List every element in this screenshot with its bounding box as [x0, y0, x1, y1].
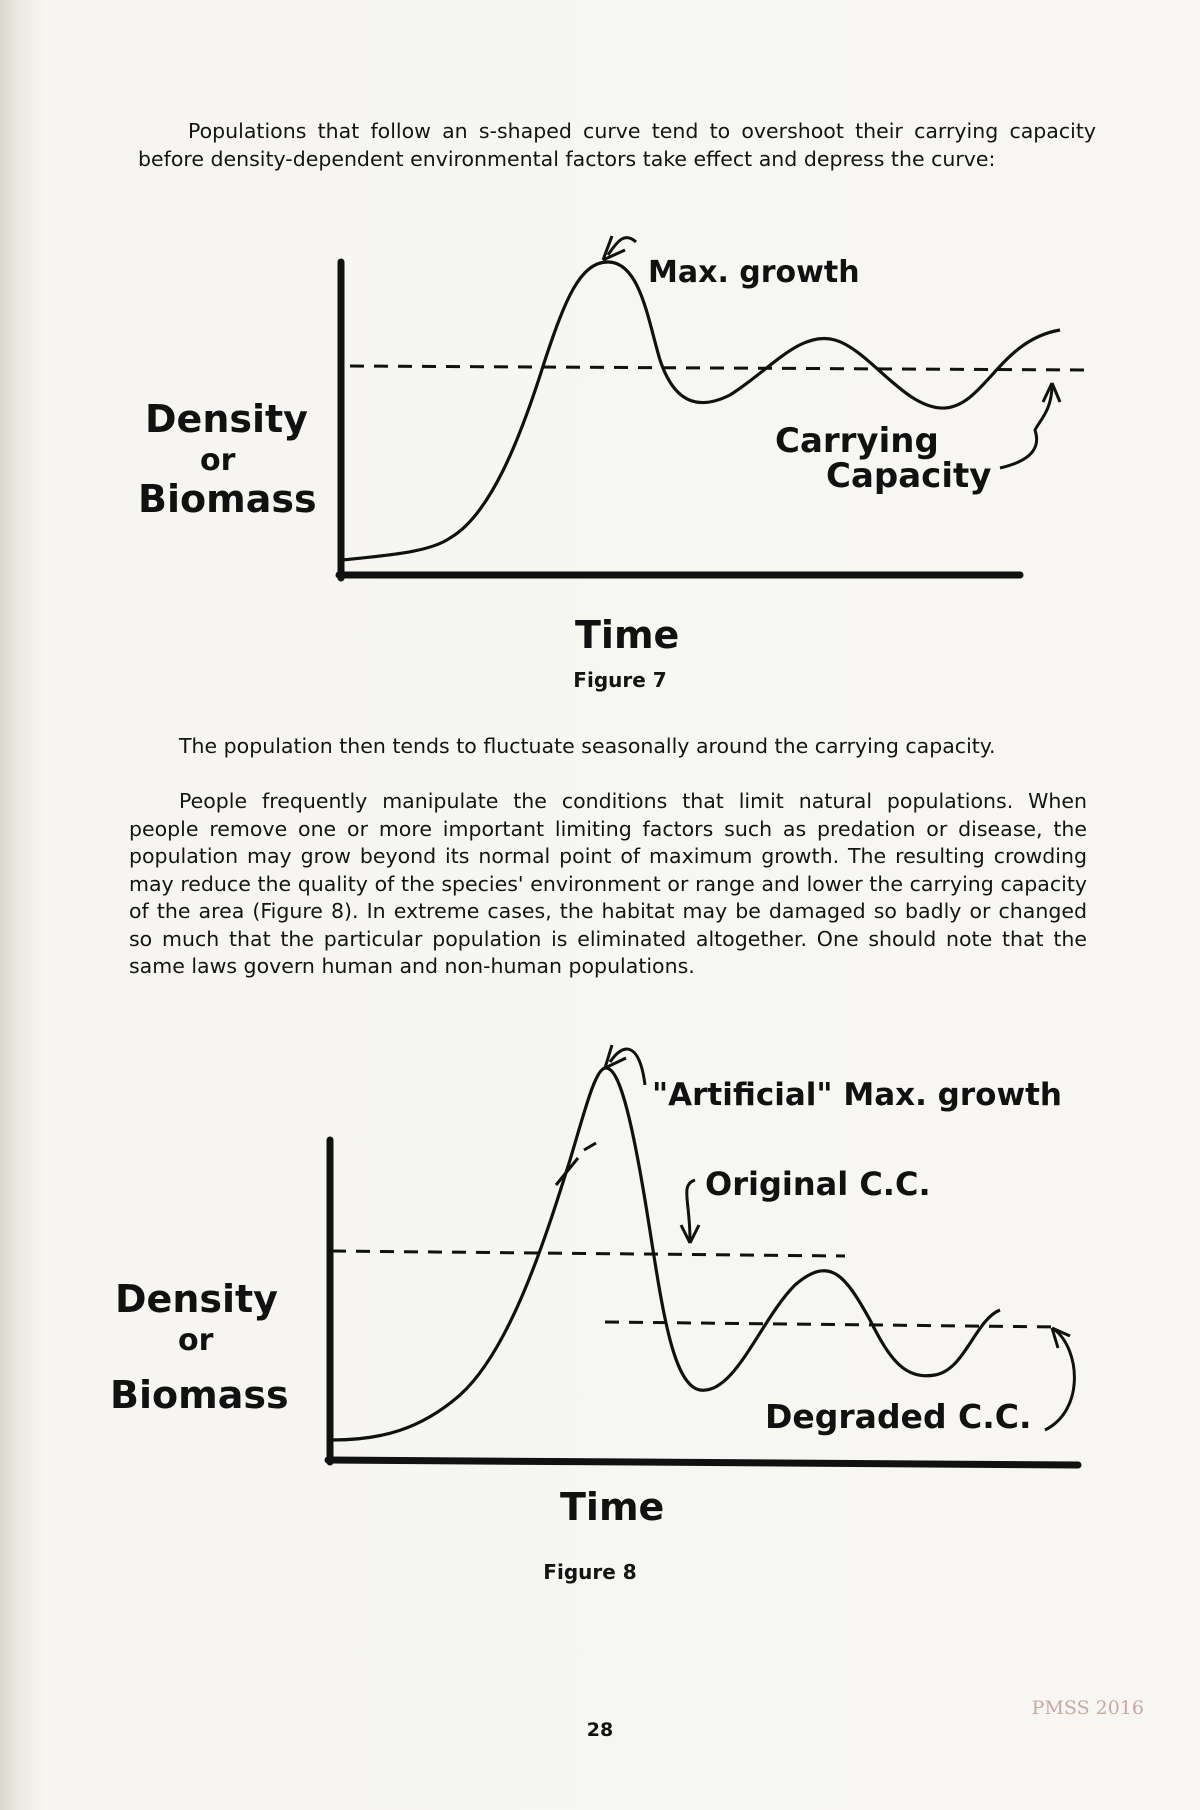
fig7-max-growth-label: Max. growth	[648, 255, 860, 290]
fig7-ylabel-line1: Density	[145, 397, 308, 441]
fig7-ylabel-line3: Biomass	[138, 477, 317, 521]
manipulate-paragraph: People frequently manipulate the conditions that limit natural populations. When people remove one or more important limiting factors such as predation or disease, the population may grow beyond its normal point of maximum growth. The resulting crowding may reduce the quality of the species' environment or range and lower the carrying capacity of the area (Figure 8). In extreme cases, the habitat may be damaged so badly or changed so much that the particular population is eliminated altogether. One should note that the same laws govern human and non-human populations.	[129, 789, 1087, 978]
fig8-x-axis	[328, 1460, 1078, 1465]
fig8-ylabel-line1: Density	[115, 1277, 278, 1321]
fig7-xlabel: Time	[575, 613, 680, 657]
figure-8-caption: Figure 8	[543, 1560, 637, 1584]
figure-7-caption: Figure 7	[573, 668, 667, 692]
fig8-original-cc-arrow	[687, 1180, 695, 1240]
fig7-cc-label-line1: Carrying	[775, 421, 939, 461]
fig8-degraded-cc-arrow	[1045, 1330, 1074, 1430]
page-number: 28	[586, 1719, 614, 1741]
fig8-ylabel-line3: Biomass	[110, 1373, 289, 1417]
fig7-ylabel-line2: or	[200, 443, 236, 478]
fig8-max-growth-label: "Artificial" Max. growth	[652, 1077, 1062, 1113]
fig8-original-cc-label: Original C.C.	[705, 1165, 931, 1203]
fig8-degraded-cc-label: Degraded C.C.	[765, 1397, 1032, 1436]
fig8-xlabel: Time	[560, 1485, 665, 1529]
fig8-ylabel-line2: or	[178, 1323, 214, 1358]
fluctuate-paragraph: The population then tends to fluctuate seasonally around the carrying capacity.	[179, 734, 996, 758]
fig8-rise-dash	[556, 1143, 596, 1185]
fig7-cc-label-line2: Capacity	[826, 456, 992, 496]
intro-paragraph: Populations that follow an s-shaped curve tend to overshoot their carrying capacity before density-dependent environmental factors take effect and depress the curve:	[138, 119, 1096, 171]
fig8-original-cc-line	[332, 1251, 845, 1256]
watermark: PMSS 2016	[1031, 1697, 1144, 1719]
fig8-degraded-cc-line	[605, 1322, 1060, 1327]
fig8-population-curve	[332, 1068, 1000, 1440]
